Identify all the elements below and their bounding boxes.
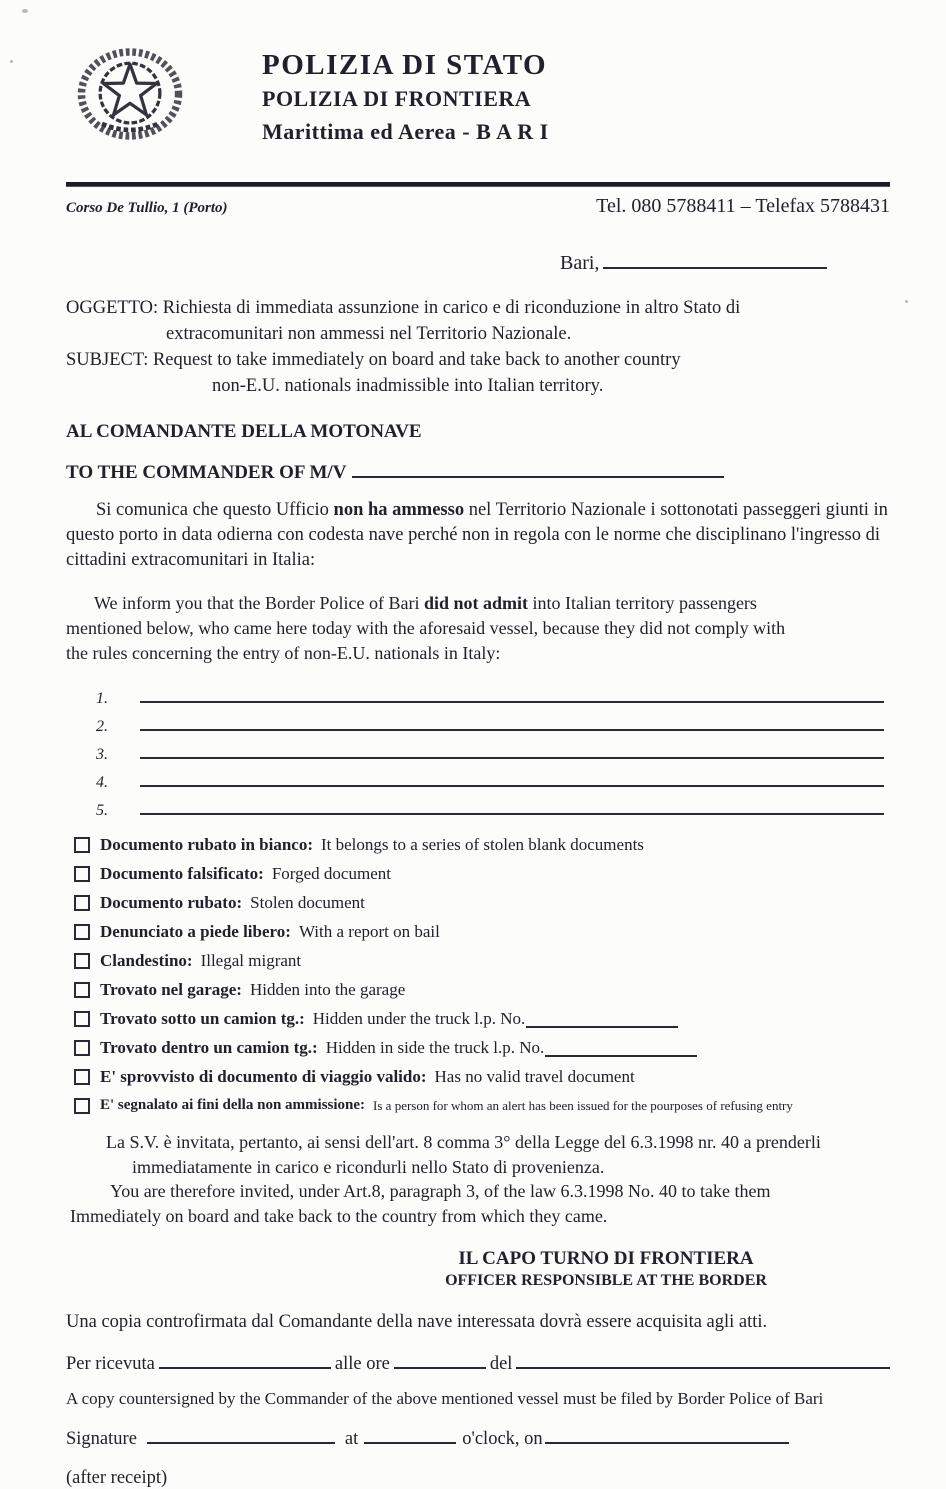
notice-it-bold: non ha ammesso [333,499,465,520]
copy-note-en: A copy countersigned by the Commander of the above mentioned vessel must be filed by Border Police of Bari [66,1388,824,1408]
passenger-line [66,684,890,712]
passenger-field-1[interactable] [140,684,884,703]
addressee-it: AL COMANDANTE DELLA MOTONAVE [66,421,422,442]
reason-item [74,830,890,859]
reason-label-it: E' segnalato ai fini della non ammissione: [100,1097,366,1114]
receipt-line-en [66,1423,890,1450]
checkbox-hidden-garage[interactable] [74,982,90,998]
checkbox-hidden-inside-truck[interactable] [74,1040,90,1056]
reason-item [74,946,890,975]
reason-label-en: Hidden under the truck l.p. No. [312,1008,526,1028]
office-address: Corso De Tullio, 1 (Porto) [66,200,228,216]
passenger-line [66,796,890,824]
notice-paragraph-it [66,498,924,573]
checkbox-forged-document[interactable] [74,866,90,882]
date-label: Bari, [560,252,600,274]
reason-checklist [74,830,890,1120]
truck-plate-field[interactable] [545,1038,697,1057]
org-location: Marittima ed Aerea - B A R I [262,119,549,144]
checkbox-hidden-under-truck[interactable] [74,1011,90,1027]
notice-en-post: into Italian territory passengers mentioned below, who came here today with the aforesaid vessel, because they did not comply with the rules concerning the entry of non-E.U. nationals in Italy: [66,593,786,664]
org-subtitle: POLIZIA DI FRONTIERA [262,86,532,111]
addressee-en: TO THE COMMANDER OF M/V [66,461,347,483]
reason-label-it: Documento falsificato: [100,863,264,883]
checkbox-report-on-bail[interactable] [74,924,90,940]
legal-it-line2: immediatamente in carico e ricondurli nello Stato di provenienza. [132,1156,605,1177]
reason-label-en: Is a person for whom an alert has been issued for the pourposes of refusing entry [373,1097,793,1113]
officer-title-it: IL CAPO TURNO DI FRONTIERA [458,1248,754,1270]
reason-label-en: Hidden into the garage [249,979,406,999]
oclock-field[interactable] [364,1423,456,1444]
legal-en-line2: Immediately on board and take back to the country from which they came. [70,1205,608,1226]
reason-label-it: Trovato sotto un camion tg.: [100,1008,305,1028]
vessel-name-field[interactable] [352,456,724,478]
reason-label-en: Forged document [271,863,391,883]
truck-plate-field[interactable] [526,1009,678,1028]
reason-item [74,975,890,1004]
officer-title-en: OFFICER RESPONSIBLE AT THE BORDER [445,1272,767,1290]
signature-field[interactable] [147,1423,335,1444]
addressee-block [66,421,890,484]
checkbox-no-travel-document[interactable] [74,1069,90,1085]
date-field[interactable] [603,246,827,269]
passenger-list [66,684,890,824]
receipt-line-it [66,1347,890,1374]
header-divider [66,182,890,187]
officer-signature-block [416,1248,796,1290]
reason-item [74,1004,890,1033]
subject-en-line1: SUBJECT: Request to take immediately on board and take back to another country [66,350,681,370]
checkbox-stolen-blank-document[interactable] [74,837,90,853]
reason-item [74,888,890,917]
receipt-label: Per ricevuta [66,1353,155,1374]
scan-speck [10,60,13,63]
reason-label-it: E' sprovvisto di documento di viaggio valido: [100,1066,427,1086]
reason-item [74,859,890,888]
line-number: 5. [96,802,108,820]
oclock-on-label: o'clock, on [462,1429,543,1450]
reason-label-en: With a report on bail [298,921,440,941]
reason-item [74,1091,890,1120]
subject-en-line2: non-E.U. nationals inadmissible into Italian territory. [212,376,604,396]
office-phone: Tel. 080 5788411 – Telefax 5788431 [596,195,890,217]
notice-en-bold: did not admit [423,593,528,614]
time-label: alle ore [334,1353,390,1374]
passenger-field-3[interactable] [140,740,884,759]
after-receipt-note: (after receipt) [66,1468,168,1489]
reason-item [74,1033,890,1062]
scan-speck [905,300,908,303]
legal-paragraph [66,1130,890,1228]
date-field[interactable] [516,1347,890,1368]
date-label: del [489,1353,513,1374]
reason-label-en: Hidden in side the truck l.p. No. [325,1037,545,1057]
reason-label-it: Denunciato a piede libero: [100,921,291,941]
passenger-field-5[interactable] [140,796,884,815]
legal-en-line1: You are therefore invited, under Art.8, paragraph 3, of the law 6.3.1998 No. 40 to take them [110,1181,771,1202]
reason-label-it: Documento rubato: [100,892,243,912]
letterhead [74,0,890,146]
copy-note-it: Una copia controfirmata dal Comandante della nave interessata dovrà essere acquisita agli atti. [66,1312,768,1333]
subject-it-line2: extracomunitari non ammessi nel Territorio Nazionale. [166,324,572,344]
checkbox-illegal-migrant[interactable] [74,953,90,969]
passenger-line [66,768,890,796]
receipt-signature-field[interactable] [159,1347,331,1368]
on-date-field[interactable] [545,1423,789,1444]
checkbox-refusal-alert[interactable] [74,1098,90,1114]
italian-republic-emblem-icon [74,46,186,142]
reason-label-it: Trovato dentro un camion tg.: [100,1037,318,1057]
time-field[interactable] [394,1347,486,1368]
reason-label-en: Illegal migrant [200,950,302,970]
line-number: 3. [96,746,108,764]
reason-item [74,917,890,946]
notice-paragraph-en [66,591,808,666]
subject-block [66,295,890,399]
reason-label-en: It belongs to a series of stolen blank documents [320,834,644,854]
subject-it-line1: OGGETTO: Richiesta di immediata assunzione in carico e di riconduzione in altro Stato di [66,298,741,318]
org-title: POLIZIA DI STATO [262,49,548,81]
reason-label-it: Documento rubato in bianco: [100,834,313,854]
checkbox-stolen-document[interactable] [74,895,90,911]
notice-en-pre: We inform you that the Border Police of Bari [94,593,424,614]
notice-it-post: nel Territorio Nazionale i sottonotati passeggeri giunti in questo porto in data odierna con codesta nave perché non in regola con le norme che disciplinano l'ingresso di cittadini extracomunitari in Italia: [66,499,888,570]
signature-label: Signature [66,1429,137,1450]
line-number: 2. [96,718,108,736]
scan-speck [22,9,28,13]
passenger-field-4[interactable] [140,768,884,787]
at-label: at [344,1429,359,1450]
legal-it-line1: La S.V. è invitata, pertanto, ai sensi dell'art. 8 comma 3° della Legge del 6.3.1998 nr. 40 a prenderli [106,1132,821,1153]
passenger-line [66,712,890,740]
reason-item [74,1062,890,1091]
line-number: 1. [96,690,108,708]
reason-label-it: Clandestino: [100,950,193,970]
reason-label-it: Trovato nel garage: [100,979,242,999]
notice-it-pre: Si comunica che questo Ufficio [96,499,334,520]
passenger-line [66,740,890,768]
passenger-field-2[interactable] [140,712,884,731]
reason-label-en: Has no valid travel document [434,1066,635,1086]
line-number: 4. [96,774,108,792]
reason-label-en: Stolen document [250,892,365,912]
